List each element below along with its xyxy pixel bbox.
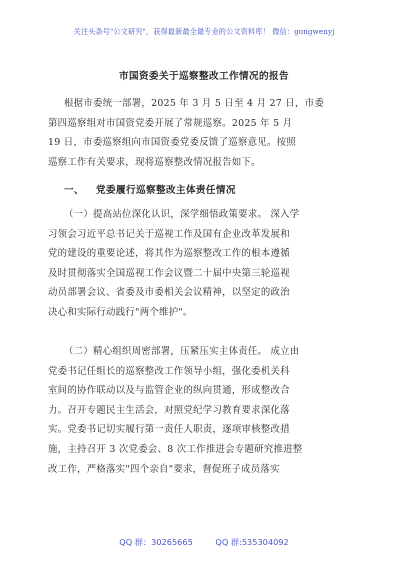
paragraph-1	[48, 205, 360, 323]
paragraph-line: 根据市委统一部署，2025 年 3 月 5 日至 4 月 27 日，市委	[64, 98, 325, 109]
paragraph-line: （一）提高站位深化认识，深学细悟政策要求。 深入学	[64, 209, 300, 220]
paragraph-line: 决心和实际行动践行"两个维护"。	[48, 306, 193, 318]
qq-group-2: QQ 群:535304092	[215, 537, 289, 547]
section-number: 一、	[64, 185, 84, 196]
paragraph-line: 力。召开专题民主生活会，对照党纪学习教育要求深化落	[48, 404, 290, 416]
paragraph-line: 改工作，严格落实"四个亲自"要求，督促班子成员落实	[48, 463, 280, 475]
paragraph-line: 及时贯彻落实全国巡视工作会议暨二十届中央第三轮巡视	[48, 267, 290, 279]
promo-banner: 关注头条号"公文研究"，获得最新最全最专业的公文资料库！ 微信：gongwenyj	[73, 27, 335, 36]
section-heading	[64, 182, 236, 196]
document-title: 市国资委关于巡察整改工作情况的报告	[119, 71, 289, 82]
paragraph-line: （二）精心组织周密部署，压紧压实主体责任。 成立由	[64, 346, 300, 357]
paragraph-2	[48, 342, 360, 479]
paragraph-line: 施，主持召开 3 次党委会、8 次工作推进会专题研究推进整	[48, 443, 303, 455]
qq-group-1: QQ 群：30265665	[119, 537, 193, 547]
paragraph-line: 党的建设的重要论述，将其作为巡察整改工作的根本遵循	[48, 248, 290, 260]
intro-paragraph	[48, 94, 360, 172]
paragraph-line: 实。党委书记切实履行第一责任人职责，逐项审核整改措	[48, 424, 290, 436]
paragraph-line: 室间的协作联动以及与监管企业的纵向贯通，形成整改合	[48, 385, 290, 397]
paragraph-line: 习领会习近平总书记关于巡视工作及国有企业改革发展和	[48, 228, 290, 240]
paragraph-line: 第四巡察组对市国资党委开展了常规巡察。2025 年 5 月	[48, 117, 293, 129]
contact-footer	[0, 537, 408, 548]
paragraph-line: 19 日，市委巡察组向市国资委党委反馈了巡察意见。按照	[48, 137, 297, 149]
paragraph-line: 党委书记任组长的巡察整改工作领导小组，强化委机关科	[48, 365, 290, 377]
paragraph-line: 动员部署会议、省委及市委相关会议精神，以坚定的政治	[48, 287, 290, 299]
paragraph-line: 巡察工作有关要求，现将巡察整改情况报告如下。	[48, 156, 261, 168]
section-title: 党委履行巡察整改主体责任情况	[96, 185, 236, 196]
